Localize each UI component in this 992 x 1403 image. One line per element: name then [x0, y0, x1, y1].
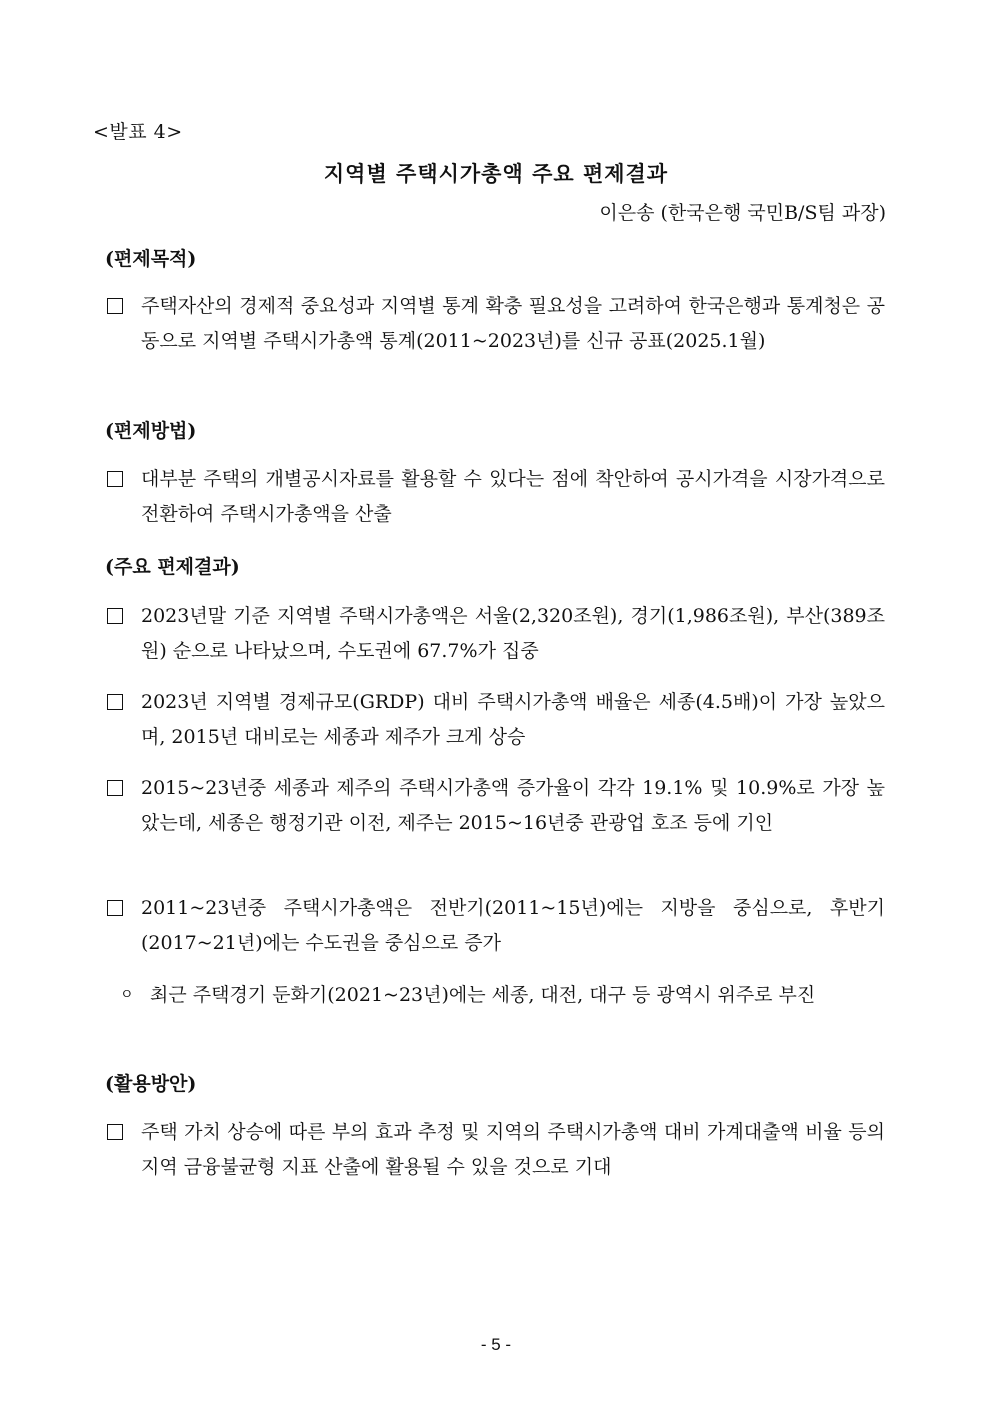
square-bullet-icon	[107, 694, 123, 710]
page-number: - 5 -	[480, 1335, 512, 1354]
bullet-text: 2023년말 기준 지역별 주택시가총액은 서울(2,320조원), 경기(1,986조원), 부산(389조원) 순으로 나타났으며, 수도권에 67.7%가 집중	[141, 605, 885, 662]
square-bullet-icon	[107, 900, 123, 916]
bullet-text: 주택자산의 경제적 중요성과 지역별 통계 확충 필요성을 고려하여 한국은행과 통계청은 공동으로 지역별 주택시가총액 통계(2011~2023년)를 신규 공표(2025.1월)	[141, 295, 885, 352]
bullet-method-1	[107, 462, 885, 532]
bullet-text: 2015~23년중 세종과 제주의 주택시가총액 증가율이 각각 19.1% 및 10.9%로 가장 높았는데, 세종은 행정기관 이전, 제주는 2015~16년중 관광업 호조 등에 기인	[141, 777, 885, 834]
sub-bullet-results-4-1	[120, 978, 885, 1013]
bullet-results-2	[107, 685, 885, 755]
bullet-text: 2011~23년중 주택시가총액은 전반기(2011~15년)에는 지방을 중심으로, 후반기(2017~21년)에는 수도권을 중심으로 증가	[141, 897, 885, 954]
author-line: 이은송 (한국은행 국민B/S팀 과장)	[599, 202, 886, 224]
section-heading-method: (편제방법)	[105, 420, 197, 442]
bullet-text: 대부분 주택의 개별공시자료를 활용할 수 있다는 점에 착안하여 공시가격을 시장가격으로 전환하여 주택시가총액을 산출	[141, 468, 885, 525]
bullet-results-1	[107, 599, 885, 669]
bullet-usage-1	[107, 1115, 885, 1185]
circle-bullet-icon: ㅇ	[120, 987, 134, 1003]
section-heading-purpose: (편제목적)	[105, 248, 197, 270]
square-bullet-icon	[107, 608, 123, 624]
square-bullet-icon	[107, 298, 123, 314]
presentation-label: <발표 4>	[93, 121, 183, 143]
document-title: 지역별 주택시가총액 주요 편제결과	[323, 161, 669, 186]
bullet-purpose-1	[107, 289, 885, 359]
square-bullet-icon	[107, 780, 123, 796]
square-bullet-icon	[107, 1124, 123, 1140]
section-heading-usage: (활용방안)	[105, 1073, 197, 1095]
square-bullet-icon	[107, 471, 123, 487]
section-heading-results: (주요 편제결과)	[105, 556, 240, 578]
bullet-results-3	[107, 771, 885, 841]
sub-bullet-text: 최근 주택경기 둔화기(2021~23년)에는 세종, 대전, 대구 등 광역시 위주로 부진	[150, 984, 816, 1006]
bullet-text: 주택 가치 상승에 따른 부의 효과 추정 및 지역의 주택시가총액 대비 가계대출액 비율 등의 지역 금융불균형 지표 산출에 활용될 수 있을 것으로 기대	[141, 1121, 885, 1178]
bullet-text: 2023년 지역별 경제규모(GRDP) 대비 주택시가총액 배율은 세종(4.5배)이 가장 높았으며, 2015년 대비로는 세종과 제주가 크게 상승	[141, 691, 885, 748]
bullet-results-4	[107, 891, 885, 961]
